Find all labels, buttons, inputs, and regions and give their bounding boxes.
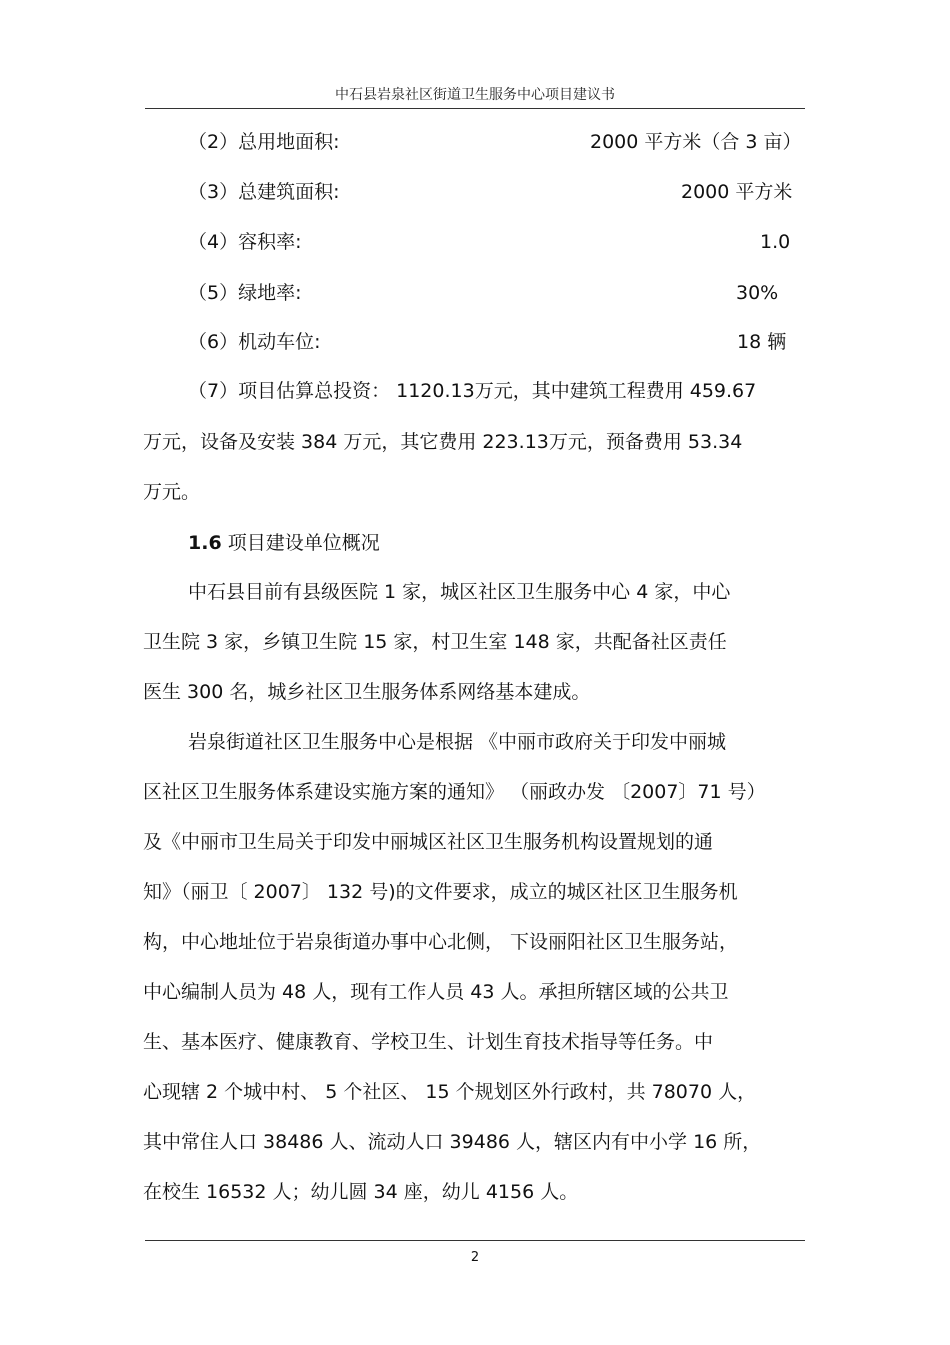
metric-value: 2000 平方米（合 3 亩） bbox=[590, 131, 802, 153]
metric-label: （4）容积率: bbox=[188, 231, 302, 253]
metric-label: （5）绿地率: bbox=[188, 282, 302, 304]
page-number: 2 bbox=[470, 1250, 480, 1265]
metric-total-building-area bbox=[188, 180, 793, 204]
metric-value: 18 辆 bbox=[737, 331, 787, 353]
investment-line: （7）项目估算总投资： 1120.13万元，其中建筑工程费用 459.67 bbox=[188, 380, 757, 402]
metric-parking-spaces bbox=[188, 330, 787, 354]
metric-label: （3）总建筑面积: bbox=[188, 181, 340, 203]
metric-value: 2000 平方米 bbox=[681, 181, 793, 203]
section-heading bbox=[188, 531, 380, 555]
paragraph-line: 知》（丽卫〔 2007〕 132 号)的文件要求，成立的城区社区卫生服务机 bbox=[143, 881, 738, 903]
metric-plot-ratio bbox=[188, 230, 791, 254]
metric-value: 30% bbox=[736, 282, 779, 304]
paragraph-line: 区社区卫生服务体系建设实施方案的通知》 （丽政办发 〔2007〕71 号） bbox=[143, 781, 766, 803]
investment-line: 万元，设备及安装 384 万元，其它费用 223.13万元，预备费用 53.34 bbox=[143, 431, 743, 453]
metric-label: （6）机动车位: bbox=[188, 331, 321, 353]
header-divider bbox=[145, 108, 805, 109]
paragraph-line: 及《中丽市卫生局关于印发中丽城区社区卫生服务机构设置规划的通 bbox=[143, 831, 714, 853]
metric-total-land-area bbox=[188, 130, 802, 154]
section-number: 1.6 bbox=[188, 532, 222, 554]
metric-label: （2）总用地面积: bbox=[188, 131, 340, 153]
investment-line: 万元。 bbox=[143, 481, 201, 503]
paragraph-line: 构，中心地址位于岩泉街道办事中心北侧， 下设丽阳社区卫生服务站， bbox=[143, 931, 739, 953]
section-title: 项目建设单位概况 bbox=[221, 532, 380, 554]
footer-divider bbox=[145, 1240, 805, 1241]
paragraph-line: 心现辖 2 个城中村、 5 个社区、 15 个规划区外行政村，共 78070 人， bbox=[143, 1081, 757, 1103]
page-header-title: 中石县岩泉社区街道卫生服务中心项目建议书 bbox=[335, 87, 615, 103]
paragraph-line: 卫生院 3 家，乡镇卫生院 15 家，村卫生室 148 家，共配备社区责任 bbox=[143, 631, 727, 653]
paragraph-line: 中心编制人员为 48 人，现有工作人员 43 人。承担所辖区域的公共卫 bbox=[143, 981, 729, 1003]
metric-green-ratio bbox=[188, 281, 779, 305]
paragraph-line: 医生 300 名，城乡社区卫生服务体系网络基本建成。 bbox=[143, 681, 591, 703]
paragraph-line: 中石县目前有县级医院 1 家，城区社区卫生服务中心 4 家，中心 bbox=[188, 581, 731, 603]
paragraph-line: 岩泉街道社区卫生服务中心是根据 《中丽市政府关于印发中丽城 bbox=[188, 731, 727, 753]
paragraph-line: 生、基本医疗、健康教育、学校卫生、计划生育技术指导等任务。中 bbox=[143, 1031, 714, 1053]
paragraph-line: 在校生 16532 人；幼儿圆 34 座，幼儿 4156 人。 bbox=[143, 1181, 579, 1203]
metric-value: 1.0 bbox=[760, 231, 791, 253]
paragraph-line: 其中常住人口 38486 人、流动人口 39486 人，辖区内有中小学 16 所， bbox=[143, 1131, 762, 1153]
